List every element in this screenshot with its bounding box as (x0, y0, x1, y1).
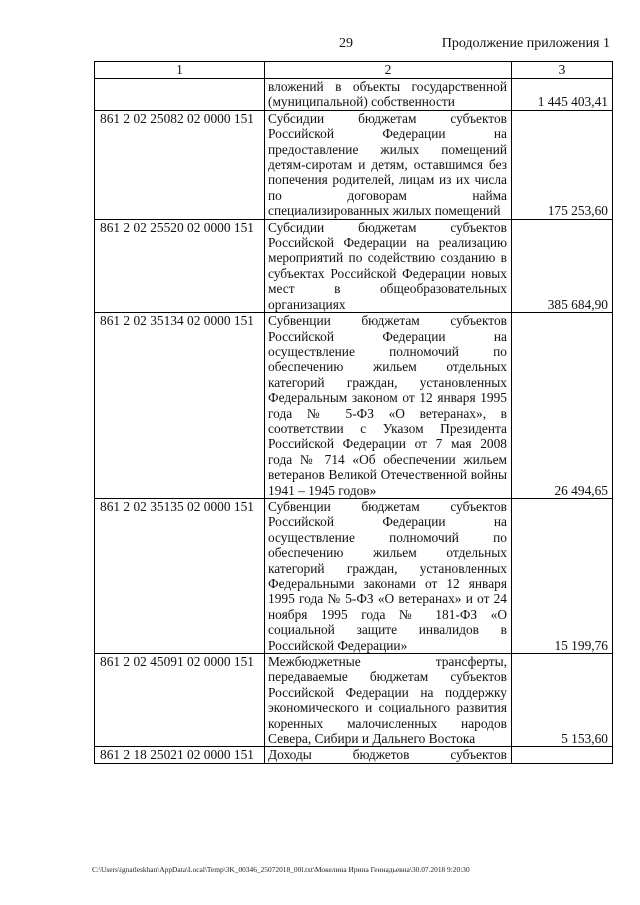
revenue-description: Межбюджетные трансферты, передаваемые бюджетам субъектов Российской Федерации на поддержку экономического и социального развития коренных малочисленных народов Севера, Сибири и Дальнего Востока (265, 654, 512, 747)
revenue-amount: 15 199,76 (512, 498, 613, 653)
revenue-amount: 1 445 403,41 (512, 79, 613, 111)
column-header-3: 3 (512, 62, 613, 79)
continuation-label: Продолжение приложения 1 (441, 36, 610, 51)
table-row (95, 498, 613, 653)
page-number: 29 (339, 36, 353, 51)
table-row (95, 747, 613, 763)
revenue-code (95, 79, 265, 111)
revenue-amount: 5 153,60 (512, 654, 613, 747)
revenue-amount: 175 253,60 (512, 110, 613, 219)
table-header-row (95, 62, 613, 79)
revenue-code: 861 2 02 25520 02 0000 151 (95, 219, 265, 312)
table-row (95, 654, 613, 747)
revenue-description: Субвенции бюджетам субъектов Российской Федерации на осуществление полномочий по обеспечению жильем отдельных категорий граждан, установленных Федеральными законами от 12 января 1995 года № 5-ФЗ «О ветеранах» и от 24 ноября 1995 года № 181-ФЗ «О социальной защите инвалидов в Российской Федерации» (265, 498, 512, 653)
revenue-description: Субвенции бюджетам субъектов Российской Федерации на осуществление полномочий по обеспечению жильем отдельных категорий граждан, установленных Федеральным законом от 12 января 1995 года № 5-ФЗ «О ветеранах», в соответствии с Указом Президента Российской Федерации от 7 мая 2008 года № 714 «Об обеспечении жильем ветеранов Великой Отечественной войны 1941 – 1945 годов» (265, 313, 512, 499)
revenue-table (94, 61, 613, 764)
revenue-description: Субсидии бюджетам субъектов Российской Федерации на предоставление жилых помещений детям-сиротам и детям, оставшимся без попечения родителей, лицам из их числа по договорам найма специализированных жилых помещений (265, 110, 512, 219)
file-path-footer: C:\Users\ignatleskhan\AppData\Local\Temp\3K_00346_25072018_00l.txt\Мокелина Ирина Геннадьевна\30.07.2018 9:20:30 (92, 865, 470, 874)
revenue-code: 861 2 18 25021 02 0000 151 (95, 747, 265, 763)
revenue-code: 861 2 02 35135 02 0000 151 (95, 498, 265, 653)
revenue-amount: 385 684,90 (512, 219, 613, 312)
revenue-description: Субсидии бюджетам субъектов Российской Федерации на реализацию мероприятий по содействию созданию в субъектах Российской Федерации новых мест в общеобразовательных организациях (265, 219, 512, 312)
table-row (95, 79, 613, 111)
table-row (95, 219, 613, 312)
revenue-description: Доходы бюджетов субъектов (265, 747, 512, 763)
column-header-1: 1 (95, 62, 265, 79)
revenue-code: 861 2 02 45091 02 0000 151 (95, 654, 265, 747)
column-header-2: 2 (265, 62, 512, 79)
page-header (0, 36, 640, 56)
revenue-amount (512, 747, 613, 763)
table-row (95, 313, 613, 499)
revenue-amount: 26 494,65 (512, 313, 613, 499)
revenue-code: 861 2 02 25082 02 0000 151 (95, 110, 265, 219)
revenue-description: вложений в объекты государственной (муниципальной) собственности (265, 79, 512, 111)
revenue-code: 861 2 02 35134 02 0000 151 (95, 313, 265, 499)
table-row (95, 110, 613, 219)
